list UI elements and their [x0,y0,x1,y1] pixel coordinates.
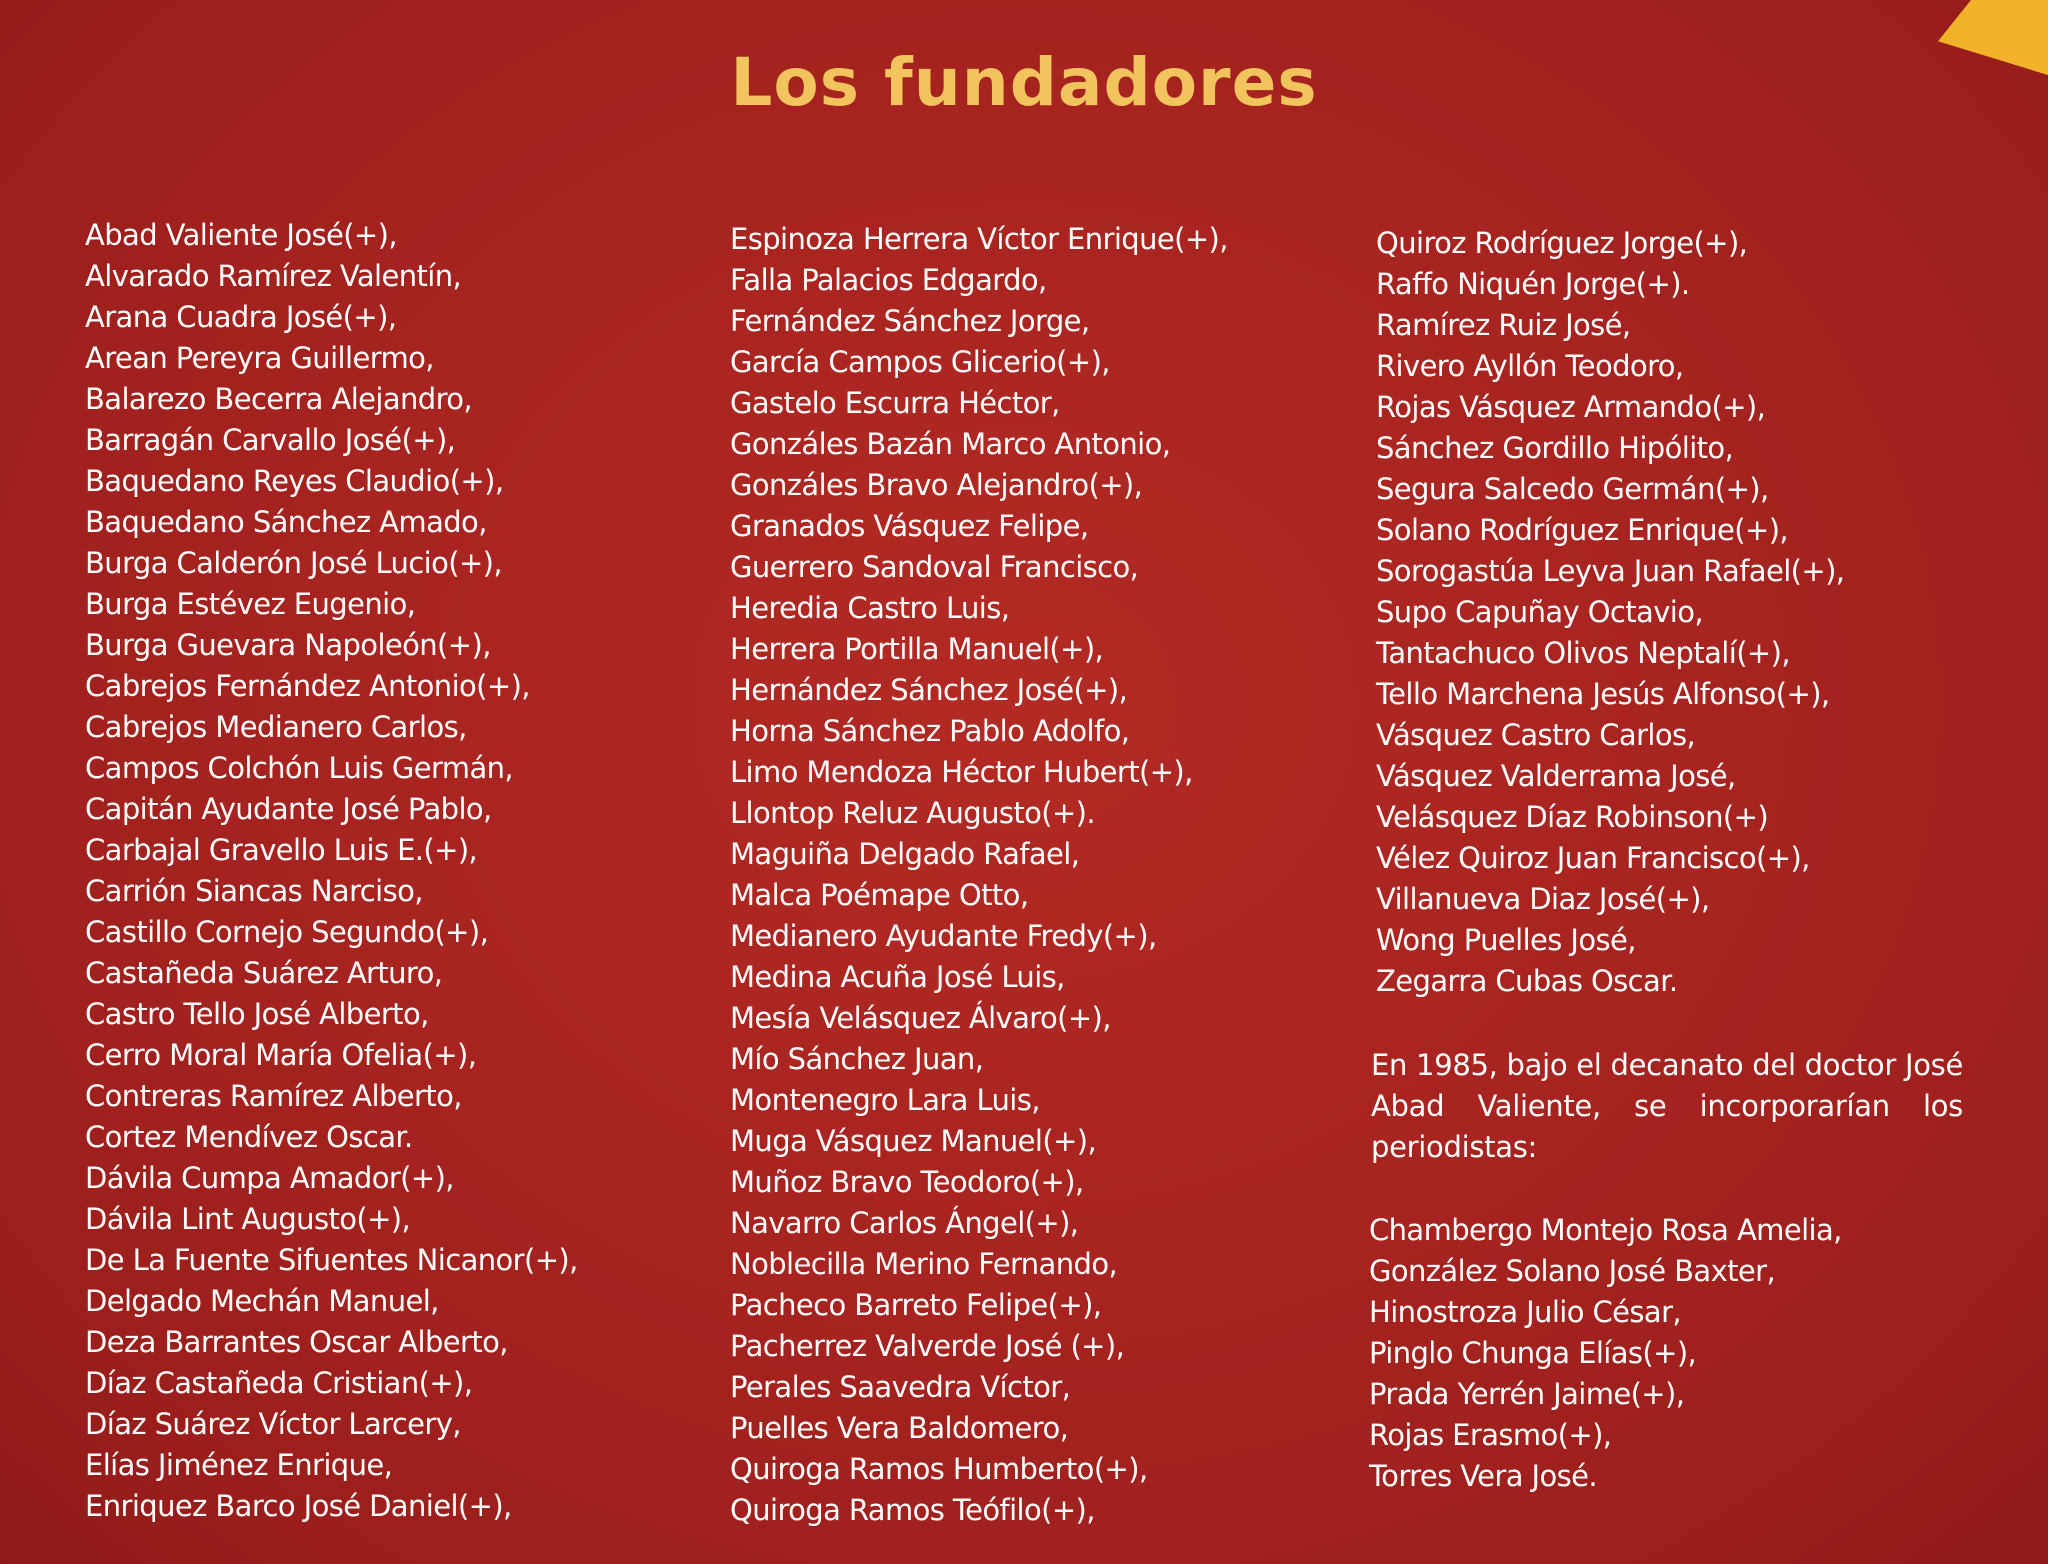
founder-name: Vélez Quiroz Juan Francisco(+), [1376,841,1810,875]
founder-name: Mesía Velásquez Álvaro(+), [730,1001,1111,1035]
founder-name: Guerrero Sandoval Francisco, [730,550,1139,584]
founder-name: Carbajal Gravello Luis E.(+), [85,833,478,867]
founder-name: Muga Vásquez Manuel(+), [730,1124,1097,1158]
founder-name: Tantachuco Olivos Neptalí(+), [1376,636,1790,670]
founder-name: Granados Vásquez Felipe, [730,509,1089,543]
founder-name: Medianero Ayudante Fredy(+), [730,919,1157,953]
founder-name: Quiroga Ramos Teófilo(+), [730,1493,1095,1527]
founder-name: Noblecilla Merino Fernando, [730,1247,1118,1281]
founders-column-2 [730,219,1228,1531]
founder-name: Elías Jiménez Enrique, [85,1448,393,1482]
founder-name: Arean Pereyra Guillermo, [85,341,434,375]
founder-name: Prada Yerrén Jaime(+), [1369,1377,1685,1411]
founder-name: Pacheco Barreto Felipe(+), [730,1288,1102,1322]
founder-name: Balarezo Becerra Alejandro, [85,382,473,416]
founder-name: Baquedano Sánchez Amado, [85,505,487,539]
founder-name: Torres Vera José. [1369,1459,1598,1493]
founder-name: Horna Sánchez Pablo Adolfo, [730,714,1130,748]
founder-name: Castillo Cornejo Segundo(+), [85,915,489,949]
page-title: Los fundadores [730,44,1318,121]
founder-name: Pacherrez Valverde José (+), [730,1329,1125,1363]
founder-name: De La Fuente Sifuentes Nicanor(+), [85,1243,578,1277]
founder-name: Raffo Niquén Jorge(+). [1376,267,1690,301]
founder-name: Herrera Portilla Manuel(+), [730,632,1104,666]
founder-name: Supo Capuñay Octavio, [1376,595,1703,629]
founder-name: Barragán Carvallo José(+), [85,423,456,457]
founder-name: Zegarra Cubas Oscar. [1376,964,1678,998]
founder-name: Gonzáles Bravo Alejandro(+), [730,468,1143,502]
founder-name: Capitán Ayudante José Pablo, [85,792,492,826]
founder-name: Espinoza Herrera Víctor Enrique(+), [730,222,1228,256]
founder-name: Chambergo Montejo Rosa Amelia, [1369,1213,1842,1247]
founder-name: Contreras Ramírez Alberto, [85,1079,462,1113]
founder-name: González Solano José Baxter, [1369,1254,1776,1288]
founder-name: Velásquez Díaz Robinson(+) [1376,800,1769,834]
founder-name: Mío Sánchez Juan, [730,1042,984,1076]
founder-name: Fernández Sánchez Jorge, [730,304,1090,338]
founder-name: García Campos Glicerio(+), [730,345,1110,379]
founder-name: Burga Estévez Eugenio, [85,587,416,621]
founder-name: Abad Valiente José(+), [85,218,397,252]
founder-name: Puelles Vera Baldomero, [730,1411,1069,1445]
journalists-list [1369,1210,1842,1497]
founder-name: Carrión Siancas Narciso, [85,874,423,908]
founder-name: Rojas Erasmo(+), [1369,1418,1612,1452]
founders-column-3 [1376,223,1844,1002]
founder-name: Montenegro Lara Luis, [730,1083,1040,1117]
founder-name: Sánchez Gordillo Hipólito, [1376,431,1734,465]
founder-name: Campos Colchón Luis Germán, [85,751,514,785]
founder-name: Alvarado Ramírez Valentín, [85,259,462,293]
founder-name: Maguiña Delgado Rafael, [730,837,1080,871]
founders-column-1 [85,215,578,1527]
incorporation-paragraph: En 1985, bajo el decanato del doctor José Abad Valiente, se incorporarían los periodistas: [1371,1048,1963,1164]
founder-name: Medina Acuña José Luis, [730,960,1065,994]
founder-name: Dávila Lint Augusto(+), [85,1202,411,1236]
founder-name: Falla Palacios Edgardo, [730,263,1047,297]
founder-name: Hernández Sánchez José(+), [730,673,1128,707]
founder-name: Muñoz Bravo Teodoro(+), [730,1165,1084,1199]
founder-name: Rivero Ayllón Teodoro, [1376,349,1684,383]
founder-name: Perales Saavedra Víctor, [730,1370,1071,1404]
founder-name: Quiroz Rodríguez Jorge(+), [1376,226,1748,260]
founder-name: Quiroga Ramos Humberto(+), [730,1452,1148,1486]
founder-name: Dávila Cumpa Amador(+), [85,1161,454,1195]
founder-name: Cerro Moral María Ofelia(+), [85,1038,477,1072]
founder-name: Cabrejos Medianero Carlos, [85,710,467,744]
founder-name: Sorogastúa Leyva Juan Rafael(+), [1376,554,1845,588]
founder-name: Segura Salcedo Germán(+), [1376,472,1769,506]
founder-name: Díaz Suárez Víctor Larcery, [85,1407,461,1441]
founder-name: Delgado Mechán Manuel, [85,1284,439,1318]
founder-name: Gastelo Escurra Héctor, [730,386,1060,420]
founder-name: Wong Puelles José, [1376,923,1636,957]
founder-name: Castro Tello José Alberto, [85,997,429,1031]
founder-name: Ramírez Ruiz José, [1376,308,1631,342]
founder-name: Llontop Reluz Augusto(+). [730,796,1096,830]
founder-name: Baquedano Reyes Claudio(+), [85,464,504,498]
founder-name: Castañeda Suárez Arturo, [85,956,443,990]
founder-name: Burga Guevara Napoleón(+), [85,628,491,662]
founder-name: Malca Poémape Otto, [730,878,1029,912]
founder-name: Pinglo Chunga Elías(+), [1369,1336,1697,1370]
founder-name: Gonzáles Bazán Marco Antonio, [730,427,1171,461]
founder-name: Díaz Castañeda Cristian(+), [85,1366,473,1400]
founder-name: Arana Cuadra José(+), [85,300,397,334]
founder-name: Limo Mendoza Héctor Hubert(+), [730,755,1193,789]
founder-name: Cabrejos Fernández Antonio(+), [85,669,530,703]
founder-name: Burga Calderón José Lucio(+), [85,546,503,580]
founder-name: Navarro Carlos Ángel(+), [730,1206,1079,1240]
founder-name: Hinostroza Julio César, [1369,1295,1682,1329]
founder-name: Enriquez Barco José Daniel(+), [85,1489,512,1523]
founder-name: Tello Marchena Jesús Alfonso(+), [1376,677,1830,711]
founder-name: Solano Rodríguez Enrique(+), [1376,513,1789,547]
founder-name: Villanueva Diaz José(+), [1376,882,1710,916]
founder-name: Cortez Mendívez Oscar. [85,1120,413,1154]
founder-name: Rojas Vásquez Armando(+), [1376,390,1766,424]
founder-name: Vásquez Valderrama José, [1376,759,1736,793]
founder-name: Deza Barrantes Oscar Alberto, [85,1325,508,1359]
founder-name: Vásquez Castro Carlos, [1376,718,1696,752]
founder-name: Heredia Castro Luis, [730,591,1010,625]
